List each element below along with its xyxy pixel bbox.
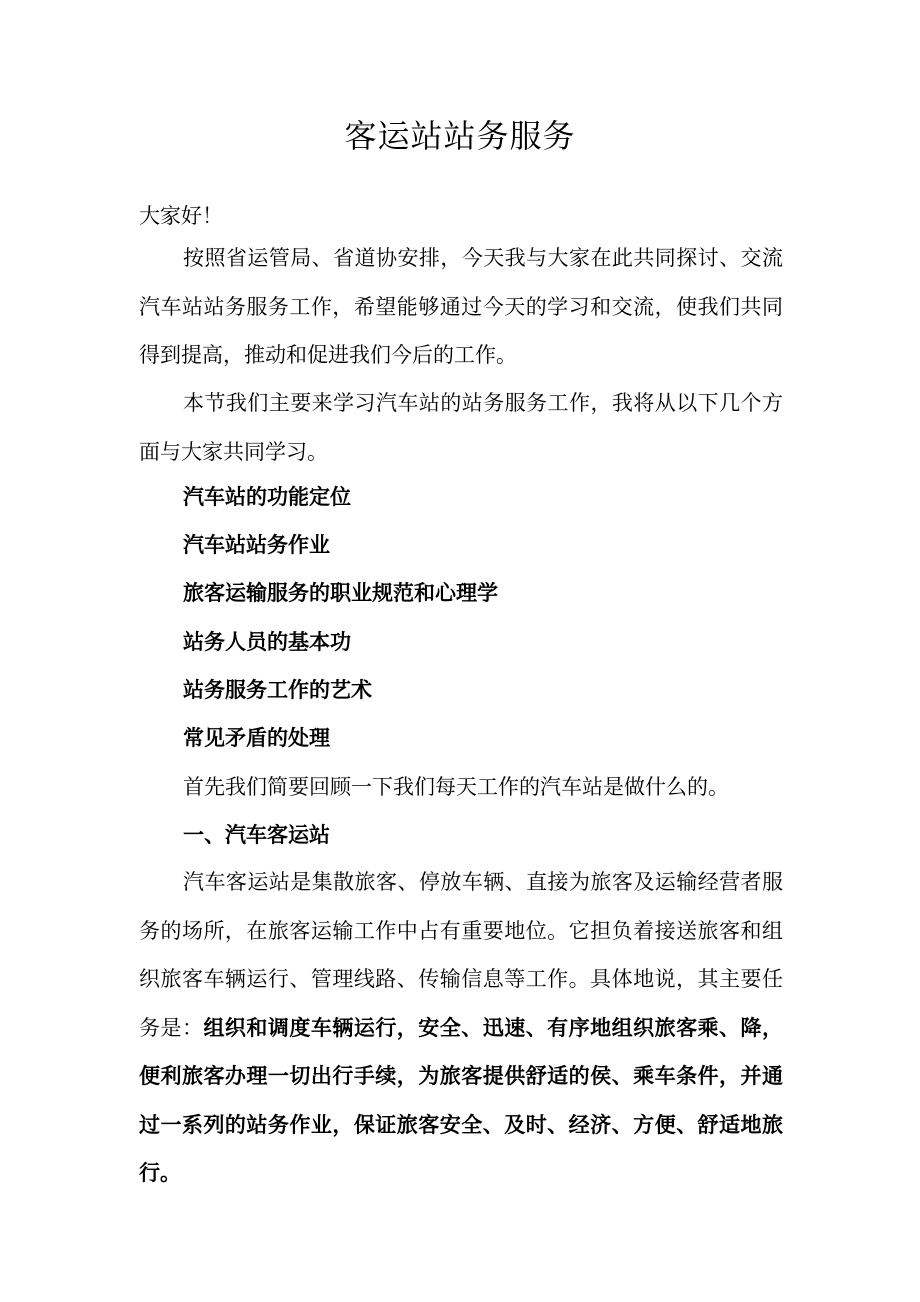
section-heading: 一、汽车客运站 [183, 822, 330, 847]
scope-paragraph: 本节我们主要来学习汽车站的站务服务工作，我将从以下几个方面与大家共同学习。 [139, 391, 783, 464]
document-title: 客运站站务服务 [344, 117, 576, 155]
topic-item: 站务服务工作的艺术 [183, 677, 372, 702]
topic-item: 汽车站的功能定位 [183, 484, 351, 509]
topic-item: 站务人员的基本功 [183, 629, 351, 654]
review-paragraph: 首先我们简要回顾一下我们每天工作的汽车站是做什么的。 [183, 775, 729, 799]
topic-item: 汽车站站务作业 [183, 532, 330, 557]
intro-paragraph: 按照省运管局、省道协安排，今天我与大家在此共同探讨、交流汽车站站务服务工作，希望能够通过今天的学习和交流，使我们共同得到提高，推动和促进我们今后的工作。 [139, 246, 783, 367]
station-tasks-text: 组织和调度车辆运行，安全、迅速、有序地组织旅客乘、降，便利旅客办理一切出行手续，为旅客提供舒适的侯、乘车条件，并通过一系列的站务作业，保证旅客安全、及时、经济、方便、舒适地旅行。 [139, 1014, 784, 1185]
greeting: 大家好！ [139, 204, 223, 228]
topic-item: 旅客运输服务的职业规范和心理学 [183, 580, 498, 605]
station-description-text: 汽车客运站是集散旅客、停放车辆、直接为旅客及运输经营者服务的场所，在旅客运输工作中占有重要地位。它担负着接送旅客和组织旅客车辆运行、管理线路、传输信息等工作。具体地说，其主要任务是： [139, 870, 783, 1040]
topic-item: 常见矛盾的处理 [183, 725, 330, 750]
station-description-paragraph [139, 858, 783, 1198]
